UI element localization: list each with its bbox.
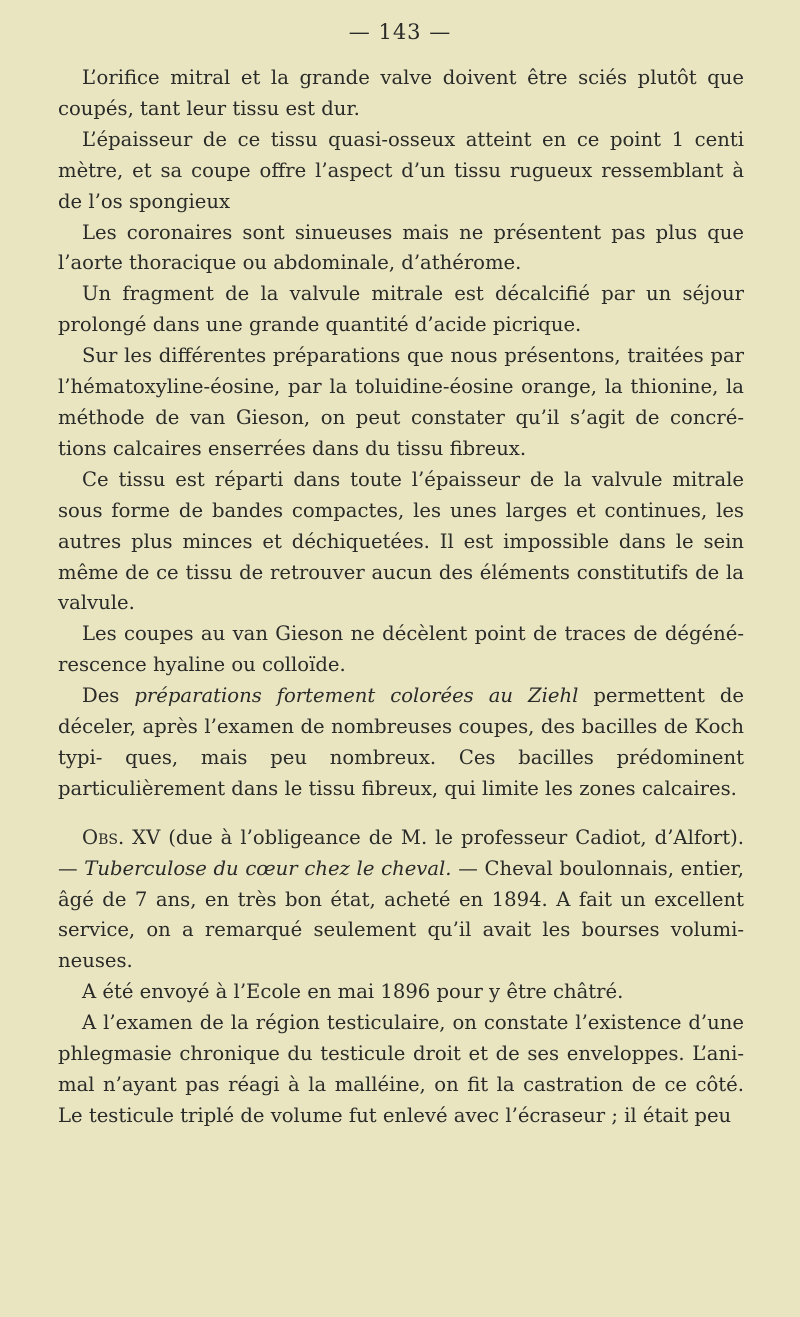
page-number-header: — 143 — (348, 20, 452, 44)
page-body (58, 63, 744, 1132)
paragraph-coronaires: Les coronaires sont sinueuses mais ne présentent pas plus que l’aorte thoracique ou abdominale, d’athérome. (58, 220, 744, 275)
paragraph-envoye: A été envoyé à l’Ecole en mai 1896 pour y être châtré. (82, 980, 624, 1004)
ziehl-lead: Des (82, 684, 135, 708)
paragraph-examen: A l’examen de la région testiculaire, on constate l’existence d’une phlegmasie chronique du testicule droit et de ses enveloppes. L’ani- mal n’ayant pas réagi à la malléine, on fit la castration de ce côté. Le testicule triplé de volume fut enlevé avec l’écraseur ; il était peu (58, 1011, 744, 1127)
observation-label: Obs. XV (82, 825, 161, 849)
paragraph-coupes: Les coupes au van Gieson ne décèlent point de traces de dégéné- rescence hyaline ou colloïde. (58, 622, 744, 677)
paragraph-orifice: L’orifice mitral et la grande valve doivent être sciés plutôt que coupés, tant leur tissu est dur. (58, 66, 744, 120)
observation-intro: (due à l’obligeance de M. le professeur Cadiot, d’Alfort). — (58, 825, 745, 880)
observation-paragraph (58, 823, 744, 978)
paragraph-preparations: Sur les différentes préparations que nous présentons, traitées par l’hématoxyline-éosine, par la toluidine-éosine orange, la thionine, la méthode de van Gieson, on peut constater qu’il s’agit de concré- tions calcaires enserrées dans du tissu fibreux. (58, 344, 744, 460)
paragraph-fragment: Un fragment de la valvule mitrale est décalcifié par un séjour prolongé dans une grande quantité d’acide picrique. (58, 282, 744, 337)
paragraph-tissu: Ce tissu est réparti dans toute l’épaisseur de la valvule mitrale sous forme de bandes compactes, les unes larges et continues, les autres plus minces et déchiquetées. Il est impossible dans le sein même de ce tissu de retrouver aucun des éléments constitutifs de la valvule. (58, 467, 744, 615)
observation-title: Tuberculose du cœur chez le cheval. (84, 856, 452, 880)
observation-text: — Cheval boulonnais, entier, âgé de 7 ans, en très bon état, acheté en 1894. A fait un excellent service, on a remarqué seulement qu’il avait les bourses volumi- neuses. (58, 856, 744, 973)
paragraph-ziehl (58, 681, 744, 805)
ziehl-rest: permettent de déceler, après l’examen de nombreuses coupes, des bacilles de Koch typi- ques, mais peu nombreux. Ces bacilles prédominent particulièrement dans le tissu fibreux, qui limite les zones calcaires. (58, 684, 744, 800)
ziehl-italic: préparations fortement colorées au Ziehl (134, 684, 579, 708)
paragraph-epaisseur: L’épaisseur de ce tissu quasi-osseux atteint en ce point 1 centi mètre, et sa coupe offre l’aspect d’un tissu rugueux ressemblant à de l’os spongieux (58, 127, 744, 213)
